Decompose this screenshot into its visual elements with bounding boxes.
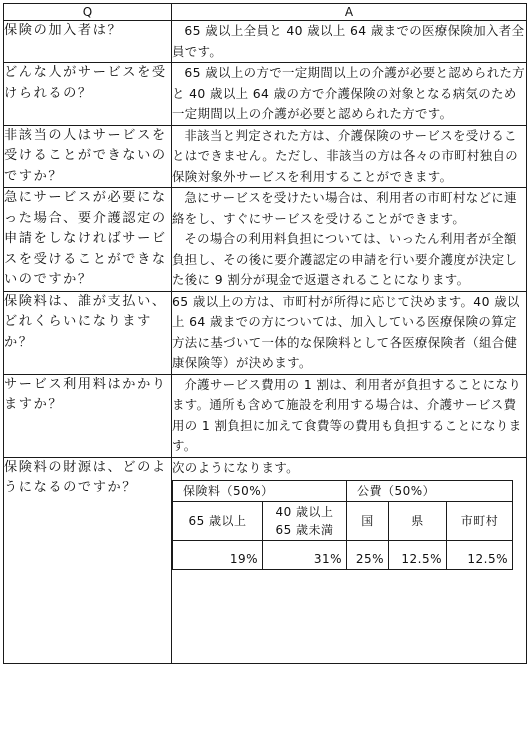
question-text: どんな人がサービスを受けられるの？: [4, 65, 167, 101]
answer-cell: [172, 374, 527, 457]
answer-text: 急にサービスを受けたい場合は、利用者の市町村などに連絡をし、すぐにサービスを受けることができます。: [172, 190, 517, 226]
qa-row: [4, 188, 527, 292]
answer-cell: [172, 21, 527, 63]
question-cell: [4, 188, 172, 292]
answer-text: 次のようになります。: [172, 459, 299, 475]
public-group-label: 公費（50%）: [347, 481, 513, 502]
val-40: 31%: [263, 541, 347, 570]
answer-cell: [172, 63, 527, 126]
answer-cell: [172, 291, 527, 374]
qa-row: [4, 457, 527, 663]
answer-text: 介護サービス費用の 1 割は、利用者が負担することになります。通所も含めて施設を利用する場合は、介護サービス費用の 1 割負担に加えて食費等の費用も負担することになります。: [172, 376, 522, 453]
funding-header-row: [173, 502, 513, 541]
qa-table: [3, 3, 527, 664]
answer-cell: [172, 188, 527, 292]
question-cell: [4, 374, 172, 457]
question-text: 保険料の財源は、どのようになるのですか？: [4, 459, 167, 495]
col-prefecture-label: 県: [389, 502, 447, 541]
question-cell: [4, 21, 172, 63]
premium-group-label: 保険料（50%）: [173, 481, 347, 502]
qa-row: [4, 21, 527, 63]
qa-row: [4, 125, 527, 188]
qa-row: [4, 374, 527, 457]
answer-text: 65 歳以上の方は、市町村が所得に応じて決めます。40 歳以上 64 歳までの方については、加入している医療保険の算定方法に基づいて一体的な保険料として各医療保険者（組合健康保険等）が決めます。: [172, 293, 520, 370]
val-national: 25%: [347, 541, 389, 570]
col-40-label: [263, 502, 347, 541]
question-cell: [4, 457, 172, 663]
funding-group-row: [173, 481, 513, 502]
a-header: A: [172, 4, 527, 21]
answer-cell: [172, 457, 527, 663]
col-40-line1: 40 歳以上: [275, 505, 334, 519]
question-text: サービス利用料はかかりますか？: [4, 376, 167, 412]
val-municipal: 12.5%: [447, 541, 513, 570]
question-cell: [4, 125, 172, 188]
header-row: [4, 4, 527, 21]
question-text: 非該当の人はサービスを受けることができないのですか？: [4, 127, 167, 184]
q-header: Q: [4, 4, 172, 21]
answer-text: その場合の利用料負担については、いったん利用者が全額負担し、その後に要介護認定の申請を行い要介護度が決定した後に 9 割分が現金で返還されることになります。: [172, 231, 518, 287]
col-municipal-label: 市町村: [447, 502, 513, 541]
qa-row: [4, 291, 527, 374]
question-cell: [4, 63, 172, 126]
funding-value-row: [173, 541, 513, 570]
question-text: 保険の加入者は？: [4, 23, 123, 38]
val-prefecture: 12.5%: [389, 541, 447, 570]
val-65: 19%: [173, 541, 263, 570]
question-text: 急にサービスが必要になった場合、要介護認定の申請をしなければサービスを受けることができないのですか？: [4, 190, 167, 287]
qa-row: [4, 63, 527, 126]
col-national-label: 国: [347, 502, 389, 541]
col-65-label: 65 歳以上: [173, 502, 263, 541]
answer-text: 65 歳以上の方で一定期間以上の介護が必要と認められた方と 40 歳以上 64 歳の方で介護保険の対象となる病気のため一定期間以上の介護が必要と認められた方です。: [172, 65, 526, 121]
answer-text: 非該当と判定された方は、介護保険のサービスを受けることはできません。ただし、非該当の方は各々の市町村独自の保険対象外サービスを利用することができます。: [172, 127, 519, 184]
funding-table: [172, 480, 513, 570]
answer-cell: [172, 125, 527, 188]
answer-text: 65 歳以上全員と 40 歳以上 64 歳までの医療保険加入者全員です。: [172, 23, 525, 59]
question-text: 保険料は、誰が支払い、どれくらいになりますか？: [4, 293, 167, 350]
question-cell: [4, 291, 172, 374]
col-40-line2: 65 歳未満: [275, 523, 334, 537]
